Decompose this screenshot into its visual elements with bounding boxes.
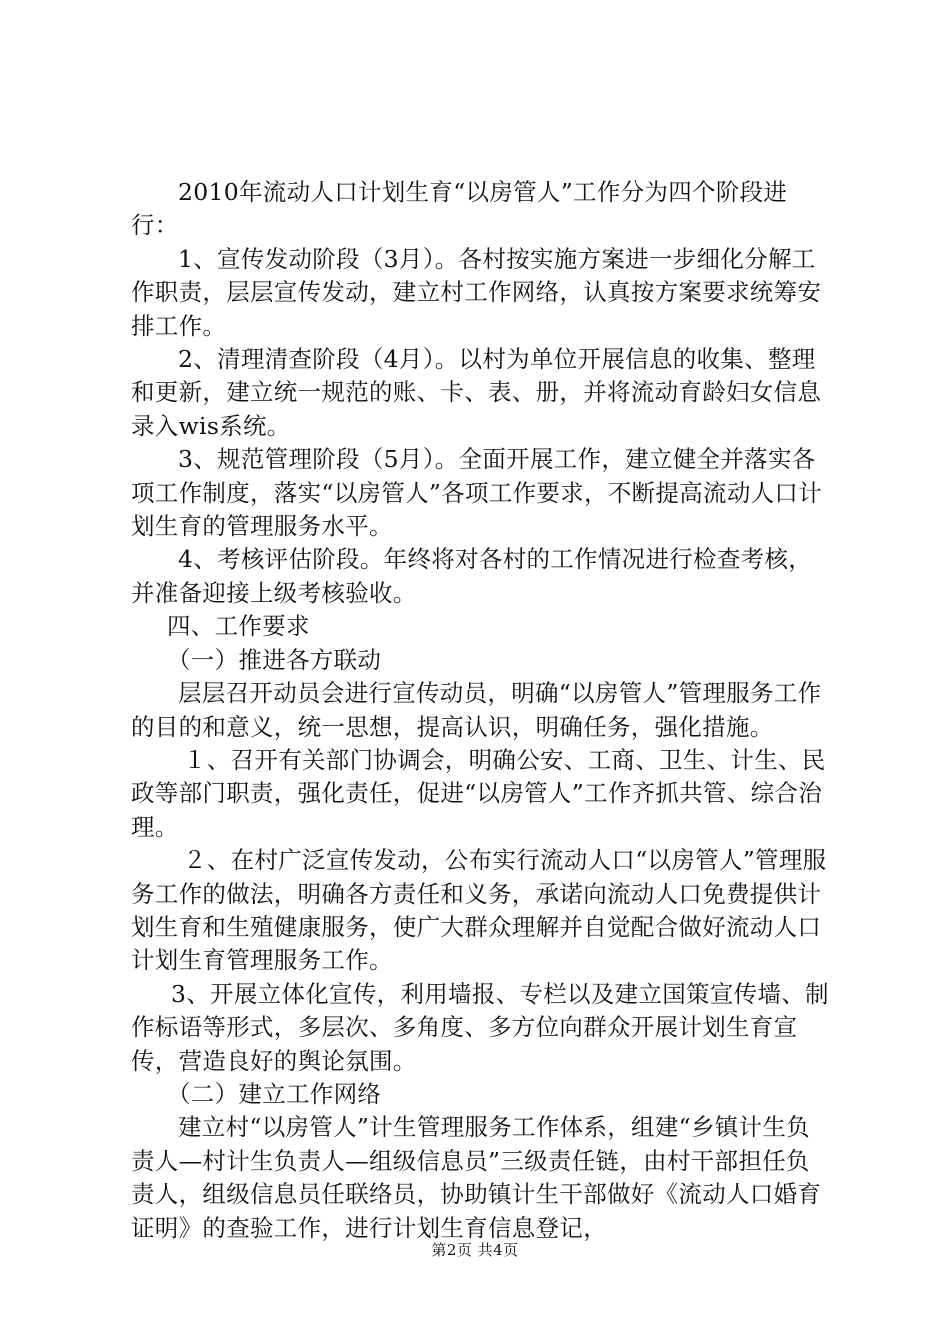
- paragraph-mobilization: 层层召开动员会进行宣传动员，明确“以房管人”管理服务工作的目的和意义，统一思想，提高认识，明确任务，强化措施。: [131, 679, 822, 741]
- paragraph-stage-4: 4、考核评估阶段。年终将对各村的工作情况进行检查考核，并准备迎接上级考核验收。: [131, 545, 813, 607]
- subsection-heading-linkage: （一）推进各方联动: [167, 645, 382, 674]
- subsection-heading-network: （二）建立工作网络: [167, 1079, 382, 1108]
- paragraph-item-1: １、召开有关部门协调会，明确公安、工商、卫生、计生、民政等部门职责，强化责任，促进“以房管人”工作齐抓共管、综合治理。: [131, 745, 826, 841]
- page-footer: 第2页 共4页: [431, 1241, 519, 1259]
- section-heading-requirements: 四、工作要求: [167, 612, 310, 641]
- paragraph-stage-3: 3、规范管理阶段（5月）。全面开展工作，建立健全并落实各项工作制度，落实“以房管人”各项工作要求，不断提高流动人口计划生育的管理服务水平。: [131, 445, 823, 541]
- paragraph-item-2: ２、在村广泛宣传发动，公布实行流动人口“以房管人”管理服务工作的做法，明确各方责任和义务，承诺向流动人口免费提供计划生育和生殖健康服务，使广大群众理解并自觉配合做好流动人口计划生育管理服务工作。: [131, 846, 827, 975]
- paragraph-item-3: 3、开展立体化宣传，利用墙报、专栏以及建立国策宣传墙、制作标语等形式，多层次、多角度、多方位向群众开展计划生育宣传，营造良好的舆论氛围。: [131, 979, 829, 1075]
- paragraph-network: 建立村“以房管人”计生管理服务工作体系，组建“乡镇计生负责人—村计生负责人—组级信息员”三级责任链，由村干部担任负责人，组级信息员任联络员，协助镇计生干部做好《流动人口婚育证明》的查验工作，进行计划生育信息登记，: [131, 1113, 822, 1242]
- paragraph-intro: 2010年流动人口计划生育“以房管人”工作分为四个阶段进行：: [131, 178, 788, 240]
- paragraph-stage-2: 2、清理清查阶段（4月）。以村为单位开展信息的收集、整理和更新，建立统一规范的账、卡、表、册，并将流动育龄妇女信息录入wis系统。: [131, 345, 822, 440]
- document-body: [131, 176, 831, 1245]
- paragraph-stage-1: 1、宣传发动阶段（3月）。各村按实施方案进一步细化分解工作职责，层层宣传发动，建立村工作网络，认真按方案要求统筹安排工作。: [131, 244, 822, 340]
